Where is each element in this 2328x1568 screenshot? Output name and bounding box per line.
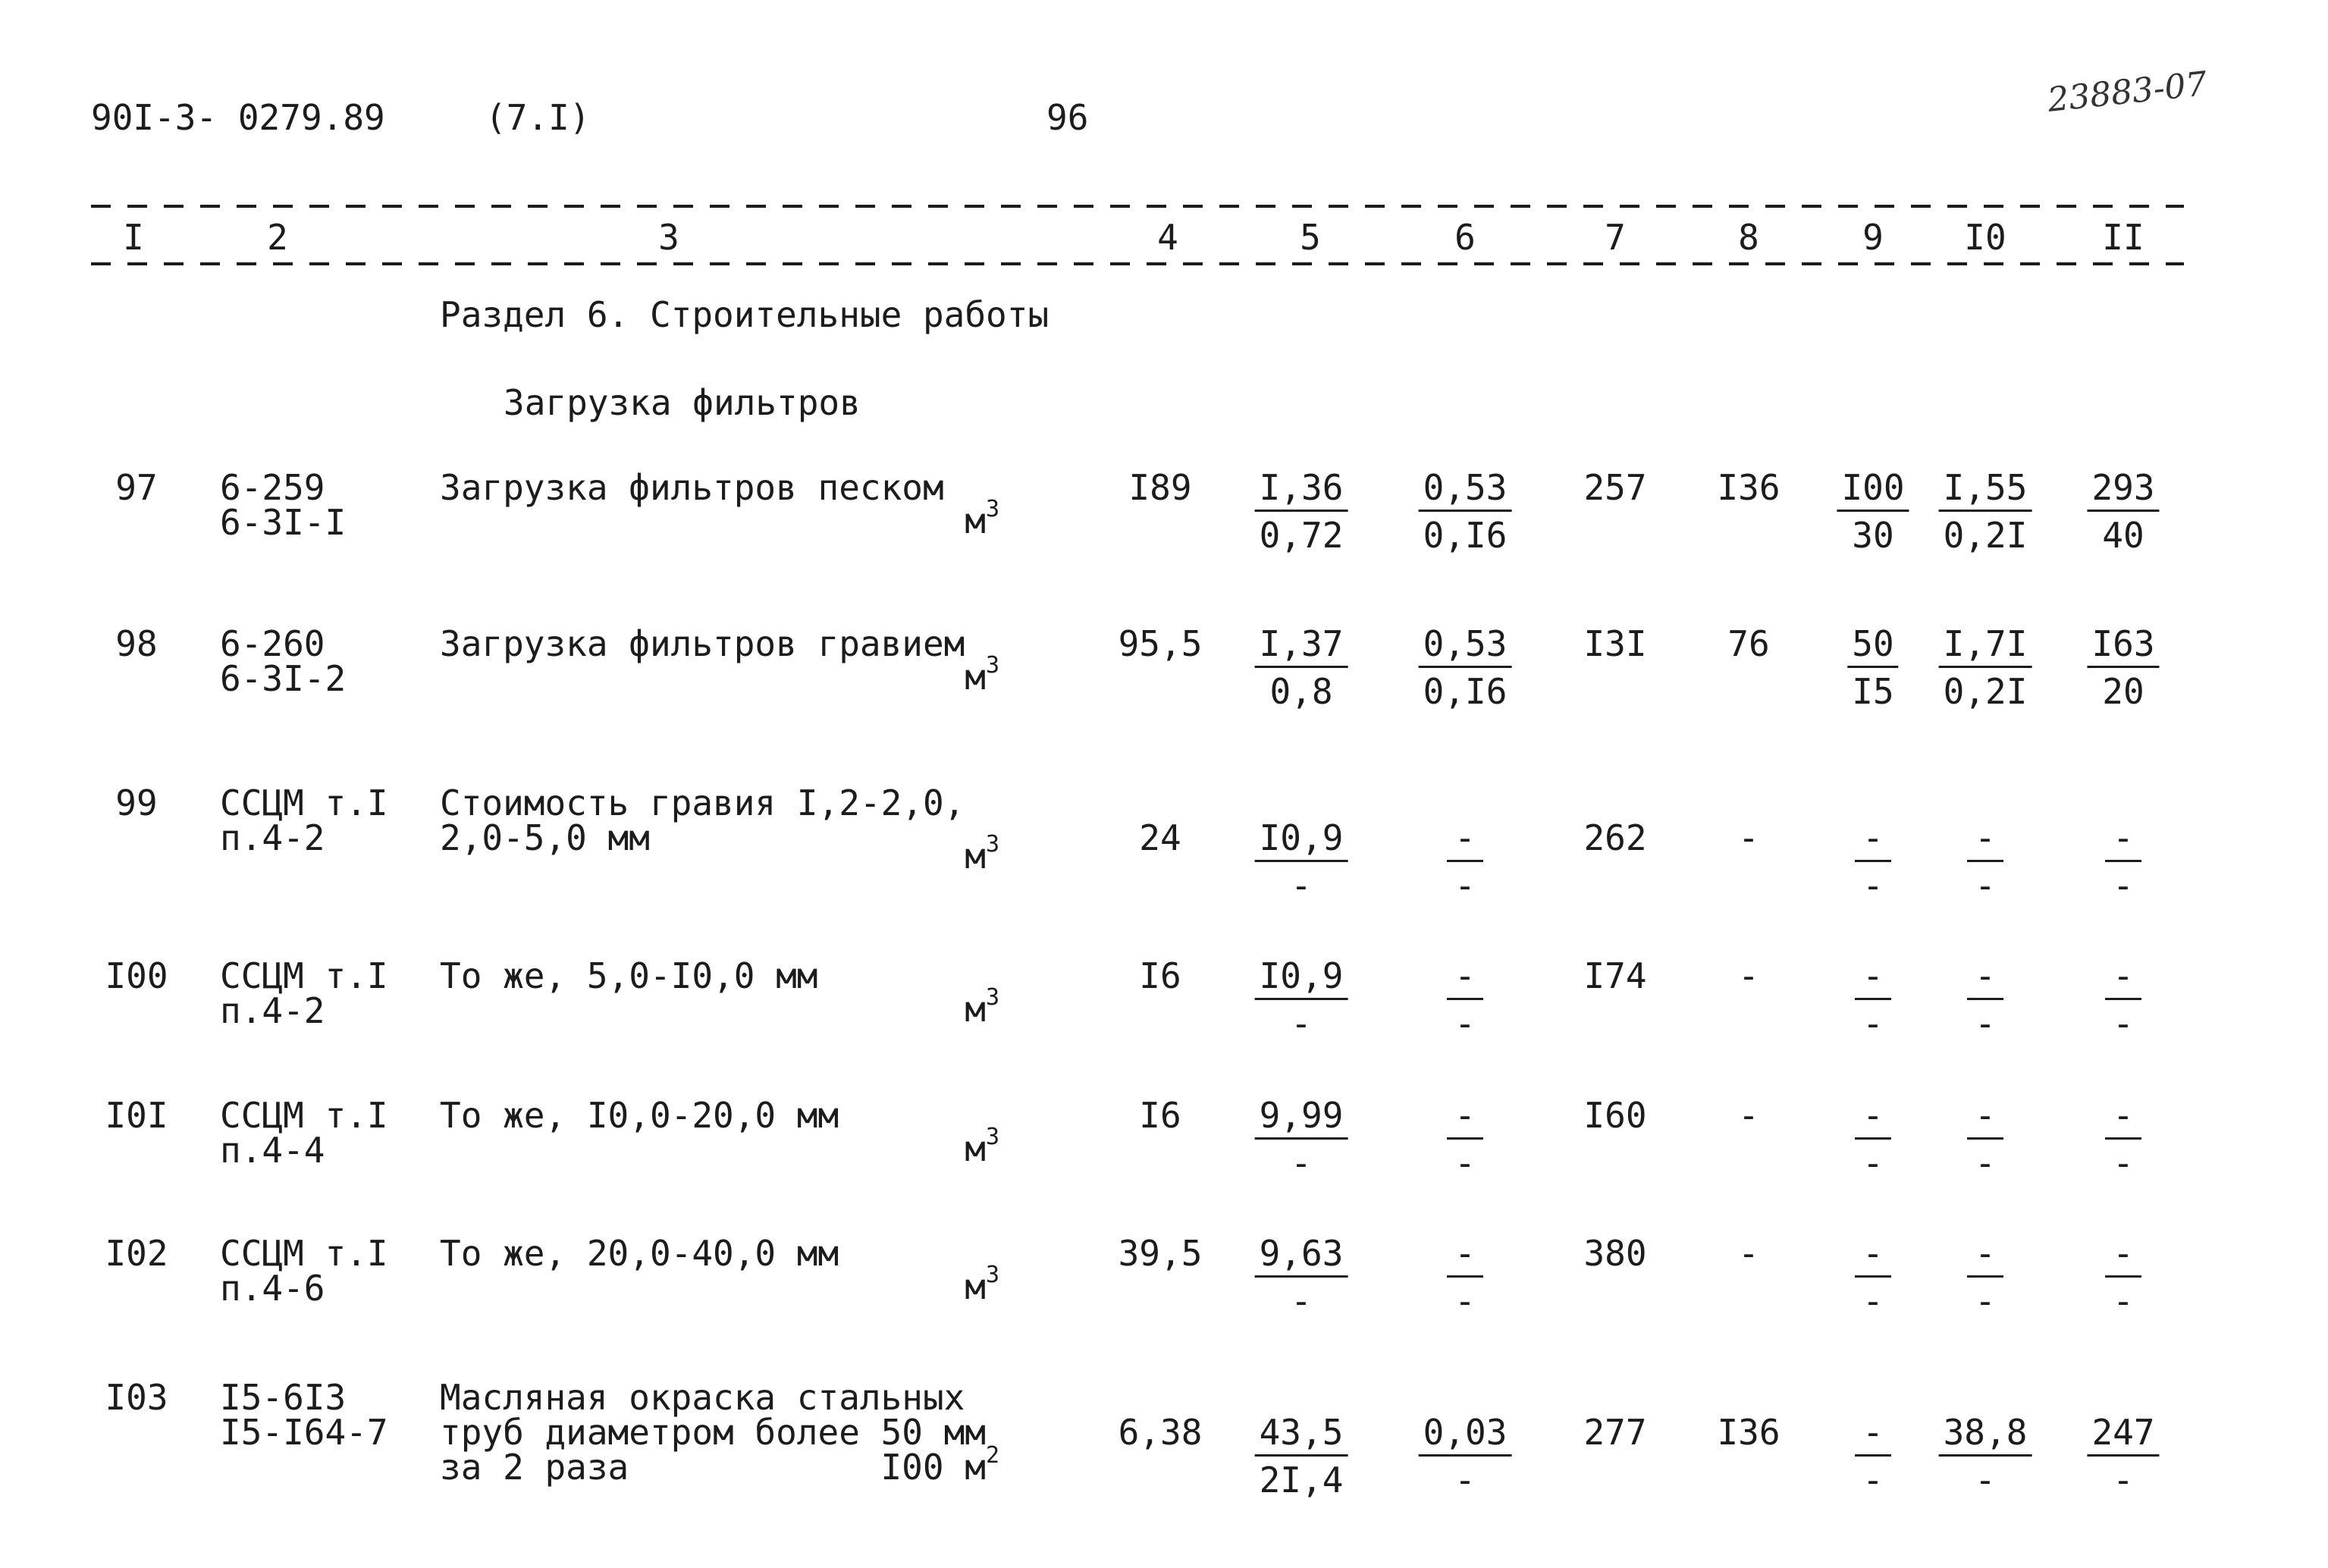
unit-of-measure [965, 984, 999, 1030]
column-header-top-rule [91, 205, 2184, 208]
quantity: I89 [1128, 467, 1192, 508]
unit-cost [1255, 955, 1348, 1044]
fraction-numerator: - [1855, 958, 1891, 1000]
labor-total [2105, 817, 2141, 906]
column-number: 7 [1605, 217, 1626, 258]
fraction-numerator: I,7I [1939, 626, 2032, 668]
fraction-denominator: - [1975, 1460, 1996, 1501]
fraction-numerator: I0,9 [1255, 820, 1348, 862]
total-machine-cost [1855, 1412, 1891, 1501]
work-description: Стоимость гравия I,2-2,0, [440, 782, 965, 823]
labor-total [2087, 623, 2159, 712]
norm-code: п.4-6 [220, 1268, 325, 1309]
fraction-numerator: 50 [1847, 626, 1898, 668]
fraction-denominator: 0,2I [1943, 671, 2028, 712]
total-wages: - [1738, 1095, 1759, 1136]
labor-total [2087, 1412, 2159, 1501]
unit-of-measure [965, 1262, 999, 1307]
norm-code: п.4-2 [220, 817, 325, 858]
work-description: Загрузка фильтров гравием [440, 623, 965, 664]
column-number: 3 [658, 217, 679, 258]
fraction-denominator: 0,I6 [1423, 515, 1508, 556]
column-number: I0 [1964, 217, 2006, 258]
unit-cost-operation [1447, 817, 1483, 906]
total-cost: 257 [1583, 467, 1647, 508]
section-title: Раздел 6. Строительные работы [440, 294, 1049, 335]
fraction-denominator: 40 [2102, 515, 2144, 556]
work-description: То же, 20,0-40,0 мм [440, 1233, 839, 1274]
work-description: То же, I0,0-20,0 мм [440, 1095, 839, 1136]
fraction-denominator: 0,72 [1259, 515, 1344, 556]
unit-base: м [965, 500, 986, 541]
column-number: I [123, 217, 144, 258]
unit-cost [1255, 1095, 1348, 1184]
labor-total [2105, 1233, 2141, 1322]
fraction-denominator: 30 [1852, 515, 1894, 556]
fraction-numerator: - [1855, 1415, 1891, 1457]
total-cost: I3I [1583, 623, 1647, 664]
total-machine-cost [1855, 1095, 1891, 1184]
fraction-denominator: - [1862, 1003, 1884, 1044]
quantity: I6 [1139, 955, 1181, 996]
labor-total [2105, 1095, 2141, 1184]
fraction-numerator: I,36 [1255, 470, 1348, 512]
total-wages: 76 [1727, 623, 1770, 664]
column-number: 5 [1300, 217, 1321, 258]
fraction-numerator: - [1447, 958, 1483, 1000]
norm-code: ССЦМ т.I [220, 782, 388, 823]
fraction-numerator: I0,9 [1255, 958, 1348, 1000]
norm-code: I5-I64-7 [220, 1412, 388, 1453]
labor-per-unit [1939, 1412, 2032, 1501]
total-cost: I60 [1583, 1095, 1647, 1136]
norm-code: ССЦМ т.I [220, 1233, 388, 1274]
unit-cost [1255, 623, 1348, 712]
fraction-numerator: - [2105, 820, 2141, 862]
unit-cost [1255, 817, 1348, 906]
unit-base: м [965, 1266, 986, 1307]
total-machine-cost [1855, 955, 1891, 1044]
fraction-numerator: - [1855, 1098, 1891, 1140]
fraction-denominator: - [1291, 865, 1312, 906]
unit-of-measure [965, 831, 999, 877]
column-number: 2 [267, 217, 288, 258]
unit-exponent: 3 [985, 1262, 999, 1288]
fraction-numerator: - [2105, 1236, 2141, 1278]
document-number: 90I-3- 0279.89 [91, 97, 385, 138]
fraction-numerator: 247 [2087, 1415, 2159, 1457]
fraction-denominator: - [1975, 1281, 1996, 1322]
norm-code: ССЦМ т.I [220, 1095, 388, 1136]
unit-cost-operation [1447, 1233, 1483, 1322]
fraction-numerator: - [1855, 1236, 1891, 1278]
unit-cost-operation [1419, 623, 1512, 712]
fraction-numerator: - [1967, 958, 2003, 1000]
total-wages: - [1738, 817, 1759, 858]
fraction-numerator: 293 [2087, 470, 2159, 512]
unit-of-measure [965, 1124, 999, 1169]
fraction-denominator: 0,I6 [1423, 671, 1508, 712]
column-number: II [2102, 217, 2144, 258]
fraction-denominator: - [2113, 865, 2134, 906]
labor-per-unit [1939, 623, 2032, 712]
unit-base: м [965, 657, 986, 698]
unit-cost [1255, 467, 1348, 556]
fraction-numerator: 0,53 [1419, 626, 1512, 668]
row-number: I02 [105, 1233, 168, 1274]
fraction-denominator: - [1454, 1460, 1476, 1501]
fraction-denominator: I5 [1852, 671, 1894, 712]
norm-code: 6-3I-I [220, 502, 347, 543]
fraction-denominator: 0,2I [1943, 515, 2028, 556]
quantity: 6,38 [1118, 1412, 1203, 1453]
labor-per-unit [1967, 1233, 2003, 1322]
fraction-denominator: - [1454, 865, 1476, 906]
total-machine-cost [1855, 817, 1891, 906]
total-wages: - [1738, 1233, 1759, 1274]
quantity: 39,5 [1118, 1233, 1203, 1274]
column-header-bottom-rule [91, 262, 2184, 265]
row-number: 99 [115, 782, 158, 823]
fraction-denominator: - [1291, 1281, 1312, 1322]
unit-base: м [965, 1128, 986, 1169]
unit-exponent: 3 [985, 831, 999, 858]
fraction-numerator: - [2105, 1098, 2141, 1140]
work-description: за 2 раза [440, 1447, 629, 1488]
unit-cost [1255, 1233, 1348, 1322]
fraction-numerator: 43,5 [1255, 1415, 1348, 1457]
quantity: 24 [1139, 817, 1181, 858]
unit-cost-operation [1447, 1095, 1483, 1184]
fraction-numerator: - [1967, 1098, 2003, 1140]
unit-cost-operation [1419, 467, 1512, 556]
fraction-denominator: - [1454, 1003, 1476, 1044]
fraction-denominator: - [1291, 1003, 1312, 1044]
fraction-numerator: I,37 [1255, 626, 1348, 668]
row-number: 97 [115, 467, 158, 508]
fraction-denominator: 2I,4 [1259, 1460, 1344, 1501]
total-machine-cost [1847, 623, 1898, 712]
fraction-numerator: - [1447, 1236, 1483, 1278]
total-wages: I36 [1717, 1412, 1781, 1453]
norm-code: п.4-2 [220, 990, 325, 1031]
album-number: (7.I) [485, 97, 591, 138]
unit-cost-operation [1447, 955, 1483, 1044]
fraction-denominator: - [1454, 1281, 1476, 1322]
fraction-numerator: - [1967, 1236, 2003, 1278]
row-number: I00 [105, 955, 168, 996]
labor-total [2105, 955, 2141, 1044]
fraction-denominator: 0,8 [1269, 671, 1333, 712]
unit-exponent: 3 [985, 652, 999, 679]
column-number: 9 [1862, 217, 1884, 258]
labor-per-unit [1939, 467, 2032, 556]
fraction-numerator: - [1447, 820, 1483, 862]
fraction-denominator: - [2113, 1003, 2134, 1044]
fraction-denominator: - [1862, 1143, 1884, 1184]
unit-base: м [965, 836, 986, 877]
subsection-title: Загрузка фильтров [504, 382, 861, 423]
norm-code: 6-260 [220, 623, 325, 664]
column-number: 8 [1738, 217, 1759, 258]
total-cost: 380 [1583, 1233, 1647, 1274]
handwritten-code: 23883-07 [2045, 64, 2209, 120]
total-wages: I36 [1717, 467, 1781, 508]
unit-cost-operation [1419, 1412, 1512, 1501]
unit-of-measure [965, 496, 999, 541]
unit-cost [1255, 1412, 1348, 1501]
fraction-denominator: - [2113, 1143, 2134, 1184]
fraction-denominator: - [1975, 1003, 1996, 1044]
total-machine-cost [1855, 1233, 1891, 1322]
unit-of-measure [880, 1442, 999, 1488]
unit-base: м [965, 1447, 986, 1488]
fraction-numerator: 38,8 [1939, 1415, 2032, 1457]
fraction-numerator: - [2105, 958, 2141, 1000]
page-number: 96 [1046, 97, 1089, 138]
fraction-numerator: I00 [1837, 470, 1909, 512]
fraction-numerator: I63 [2087, 626, 2159, 668]
fraction-denominator: - [1291, 1143, 1312, 1184]
quantity: I6 [1139, 1095, 1181, 1136]
fraction-denominator: - [2113, 1281, 2134, 1322]
unit-exponent: 3 [985, 1124, 999, 1150]
unit-base: м [965, 989, 986, 1030]
fraction-numerator: I,55 [1939, 470, 2032, 512]
unit-exponent: 3 [985, 496, 999, 522]
fraction-numerator: 0,03 [1419, 1415, 1512, 1457]
fraction-numerator: 0,53 [1419, 470, 1512, 512]
fraction-denominator: - [2113, 1460, 2134, 1501]
work-description: 2,0-5,0 мм [440, 817, 650, 858]
fraction-denominator: - [1862, 1281, 1884, 1322]
row-number: I03 [105, 1377, 168, 1418]
unit-of-measure [965, 652, 999, 698]
fraction-numerator: 9,63 [1255, 1236, 1348, 1278]
labor-per-unit [1967, 955, 2003, 1044]
work-description: труб диаметром более 50 мм [440, 1412, 987, 1453]
row-number: 98 [115, 623, 158, 664]
norm-code: I5-6I3 [220, 1377, 347, 1418]
fraction-numerator: 9,99 [1255, 1098, 1348, 1140]
norm-code: 6-3I-2 [220, 658, 347, 699]
work-description: Загрузка фильтров песком [440, 467, 944, 508]
unit-exponent: 3 [985, 984, 999, 1011]
norm-code: ССЦМ т.I [220, 955, 388, 996]
total-cost: 262 [1583, 817, 1647, 858]
total-cost: I74 [1583, 955, 1647, 996]
fraction-numerator: - [1447, 1098, 1483, 1140]
fraction-denominator: - [1862, 865, 1884, 906]
unit-exponent: 2 [985, 1442, 999, 1469]
column-number: 6 [1454, 217, 1476, 258]
labor-total [2087, 467, 2159, 556]
column-number: 4 [1157, 217, 1178, 258]
norm-code: п.4-4 [220, 1130, 325, 1171]
fraction-denominator: - [1975, 865, 1996, 906]
unit-prefix: I00 [880, 1447, 965, 1488]
quantity: 95,5 [1118, 623, 1203, 664]
total-wages: - [1738, 955, 1759, 996]
fraction-denominator: 20 [2102, 671, 2144, 712]
work-description: То же, 5,0-I0,0 мм [440, 955, 818, 996]
labor-per-unit [1967, 817, 2003, 906]
fraction-denominator: - [1454, 1143, 1476, 1184]
work-description: Масляная окраска стальных [440, 1377, 965, 1418]
total-cost: 277 [1583, 1412, 1647, 1453]
norm-code: 6-259 [220, 467, 325, 508]
row-number: I0I [105, 1095, 168, 1136]
labor-per-unit [1967, 1095, 2003, 1184]
fraction-numerator: - [1967, 820, 2003, 862]
fraction-numerator: - [1855, 820, 1891, 862]
total-machine-cost [1837, 467, 1909, 556]
fraction-denominator: - [1862, 1460, 1884, 1501]
fraction-denominator: - [1975, 1143, 1996, 1184]
